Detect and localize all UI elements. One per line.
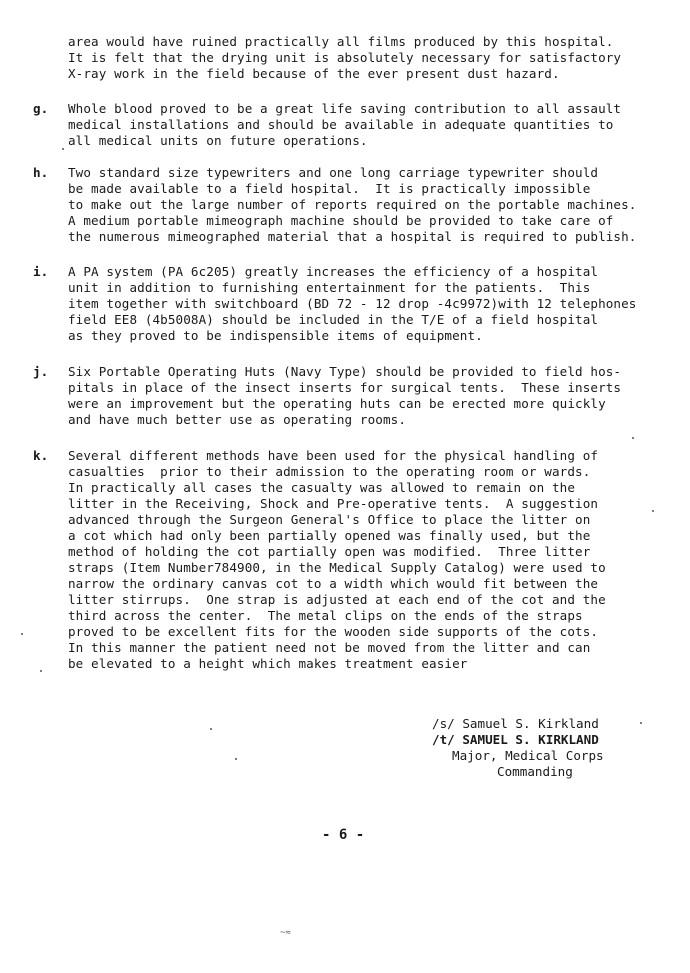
text-line: pitals in place of the insect inserts for surgical tents. These inserts — [68, 380, 622, 395]
item-marker: j. — [33, 364, 49, 379]
text-line: unit in addition to furnishing entertainment for the patients. This — [68, 280, 591, 295]
text-line: X-ray work in the field because of the ever present dust hazard. — [68, 66, 560, 81]
text-line: method of holding the cot partially open was modified. Three litter — [68, 544, 591, 559]
text-line: be made available to a field hospital. It is practically impossible — [68, 181, 591, 196]
typed-name: /t/ SAMUEL S. KIRKLAND — [432, 732, 599, 747]
text-line: and have much better use as operating rooms. — [68, 412, 407, 427]
text-line: narrow the ordinary canvas cot to a width which would fit between the — [68, 576, 599, 591]
text-line: In this manner the patient need not be moved from the litter and can — [68, 640, 591, 655]
scan-speck — [21, 633, 23, 635]
text-line: area would have ruined practically all films produced by this hospital. — [68, 34, 614, 49]
signatory-role: Commanding — [497, 764, 573, 779]
text-line: a cot which had only been partially opened was finally used, but the — [68, 528, 591, 543]
text-line: casualties prior to their admission to the operating room or wards. — [68, 464, 591, 479]
text-line: In practically all cases the casualty was allowed to remain on the — [68, 480, 576, 495]
text-line: A medium portable mimeograph machine should be provided to take care of — [68, 213, 614, 228]
text-line: medical installations and should be available in adequate quantities to — [68, 117, 614, 132]
text-line: straps (Item Number784900, in the Medical Supply Catalog) were used to — [68, 560, 606, 575]
text-line: litter stirrups. One strap is adjusted at each end of the cot and the — [68, 592, 606, 607]
text-line: to make out the large number of reports required on the portable machines. — [68, 197, 637, 212]
item-marker: i. — [33, 264, 49, 279]
text-line: advanced through the Surgeon General's Office to place the litter on — [68, 512, 591, 527]
text-line: Two standard size typewriters and one long carriage typewriter should — [68, 165, 599, 180]
signed-name: /s/ Samuel S. Kirkland — [432, 716, 599, 731]
scan-speck — [40, 670, 42, 672]
text-line: Six Portable Operating Huts (Navy Type) should be provided to field hos- — [68, 364, 622, 379]
scan-speck — [62, 148, 64, 150]
text-line: were an improvement but the operating huts can be erected more quickly — [68, 396, 606, 411]
signatory-rank: Major, Medical Corps — [452, 748, 604, 763]
text-line: proved to be excellent fits for the wooden side supports of the cots. — [68, 624, 599, 639]
text-line: third across the center. The metal clips on the ends of the straps — [68, 608, 583, 623]
scan-speck — [652, 510, 654, 512]
scan-speck — [210, 728, 212, 730]
item-marker: h. — [33, 165, 49, 180]
text-line: Whole blood proved to be a great life saving contribution to all assault — [68, 101, 622, 116]
scan-speck — [235, 758, 237, 760]
scan-speck — [640, 722, 642, 724]
text-line: the numerous mimeographed material that a hospital is required to publish. — [68, 229, 637, 244]
scan-speck — [632, 437, 634, 439]
text-line: Several different methods have been used for the physical handling of — [68, 448, 599, 463]
text-line: litter in the Receiving, Shock and Pre-operative tents. A suggestion — [68, 496, 599, 511]
text-line: as they proved to be indispensible items of equipment. — [68, 328, 483, 343]
text-line: be elevated to a height which makes treatment easier — [68, 656, 468, 671]
ink-smudge: ~≈ — [280, 928, 291, 938]
text-line: It is felt that the drying unit is absolutely necessary for satisfactory — [68, 50, 622, 65]
text-line: field EE8 (4b5008A) should be included in the T/E of a field hospital — [68, 312, 599, 327]
item-marker: g. — [33, 101, 49, 116]
text-line: A PA system (PA 6c205) greatly increases the efficiency of a hospital — [68, 264, 599, 279]
item-marker: k. — [33, 448, 49, 463]
text-line: all medical units on future operations. — [68, 133, 368, 148]
page-number: - 6 - — [322, 827, 365, 843]
text-line: item together with switchboard (BD 72 - 12 drop -4c9972)with 12 telephones — [68, 296, 637, 311]
